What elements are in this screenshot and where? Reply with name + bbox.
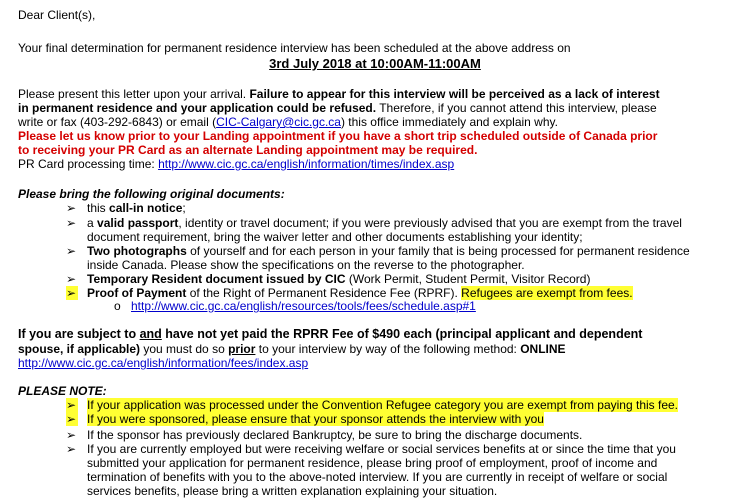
circle-bullet-icon: o <box>114 299 121 313</box>
note-welfare-2: submitted your application for permanent residence, please bring proof of employment, proof of income and <box>87 456 658 470</box>
fee-line-2 <box>18 342 566 356</box>
text-run: valid passport <box>97 216 179 230</box>
text-run: ; <box>182 201 186 215</box>
text-run: If you were sponsored, please ensure that your sponsor attends the interview with you <box>87 412 544 426</box>
text-run: this <box>87 201 110 215</box>
text-run: call-in notice <box>109 201 183 215</box>
text-run: have not yet paid the RPRR Fee of $490 each (principal applicant and dependent <box>161 327 643 341</box>
note-bankruptcy: If the sponsor has previously declared Bankruptcy, be sure to bring the discharge documents. <box>87 428 583 442</box>
text-run: you must do so <box>140 342 229 356</box>
email-link[interactable]: CIC-Calgary@cic.gc.ca <box>216 115 341 129</box>
text-run: spouse, if applicable) <box>18 342 141 356</box>
arrow-bullet-icon: ➢ <box>66 428 77 442</box>
note-welfare-4: services benefits, please bring a written explanation explaining your situation. <box>87 484 498 498</box>
text-run: If you are subject to <box>18 327 140 341</box>
refugee-exempt-highlight: Refugees are exempt from fees. <box>461 286 633 300</box>
doc-item-photographs <box>87 244 690 258</box>
text-run: of the Right of Permanent Residence Fee (RPRF). <box>186 286 462 300</box>
doc-item-photographs-cont: inside Canada. Please show the specifications on the reverse to the photographer. <box>87 258 525 272</box>
fee-link-row <box>18 356 308 370</box>
greeting: Dear Client(s), <box>18 8 96 22</box>
doc-item-passport-cont: document requirement, bring the waiver letter and other documents establishing your identity; <box>87 230 583 244</box>
arrow-bullet-icon: ➢ <box>66 272 77 286</box>
doc-item-proof-payment <box>87 286 633 300</box>
text-run: ONLINE <box>520 342 566 356</box>
text-run: , identity or travel document; if you were previously advised that you are exempt from the travel <box>178 216 682 230</box>
doc-item-call-in <box>87 201 186 215</box>
arrow-bullet-icon: ➢ <box>66 442 77 456</box>
note-heading: PLEASE NOTE: <box>18 384 107 398</box>
text-run: Temporary Resident document issued by CIC <box>87 272 346 286</box>
text-run: Please present this letter upon your arrival. <box>18 87 250 101</box>
text-run: and <box>139 327 162 341</box>
text-run: If your application was processed under the Convention Refugee category you are exempt from paying this fee. <box>87 398 679 412</box>
instructions-line-2 <box>18 101 657 115</box>
text-run: of yourself and for each person in your family that is being processed for permanent residence <box>186 244 690 258</box>
text-run: a <box>87 216 98 230</box>
red-notice-line-2: to receiving your PR Card as an alternate Landing appointment may be required. <box>18 143 478 157</box>
arrow-bullet-icon: ➢ <box>66 412 77 426</box>
arrow-bullet-icon: ➢ <box>66 398 77 412</box>
arrow-bullet-icon: ➢ <box>66 201 77 215</box>
note-welfare-1: If you are currently employed but were receiving welfare or social services benefits at or since the time that you <box>87 442 676 456</box>
text-run: to your interview by way of the following method: <box>255 342 521 356</box>
note-welfare-3: termination of benefits with you to the above-noted interview. If you are currently in receipt of welfare or social <box>87 470 668 484</box>
text-run: Therefore, if you cannot attend this interview, please <box>376 101 657 115</box>
pr-card-processing <box>18 157 454 171</box>
warning-bold: Failure to appear for this interview will be perceived as a lack of interest <box>249 87 660 101</box>
fee-line-1 <box>18 327 732 341</box>
text-run: Two photographs <box>87 244 187 258</box>
arrow-bullet-icon: ➢ <box>66 286 77 300</box>
documents-heading: Please bring the following original documents: <box>18 187 285 201</box>
arrow-bullet-icon: ➢ <box>66 216 77 230</box>
text-run: PR Card processing time: <box>18 157 159 171</box>
pr-card-link[interactable]: http://www.cic.gc.ca/english/information/times/index.asp <box>158 157 455 171</box>
text-run: prior <box>228 342 256 356</box>
doc-item-temp-resident <box>87 272 590 286</box>
fees-link[interactable]: http://www.cic.gc.ca/english/information/fees/index.asp <box>18 356 309 370</box>
intro-text: Your final determination for permanent residence interview has been scheduled at the above address on <box>18 41 571 55</box>
appointment-date: 3rd July 2018 at 10:00AM-11:00AM <box>269 56 481 71</box>
arrow-bullet-icon: ➢ <box>66 244 77 258</box>
text-run: ) this office immediately and explain why. <box>340 115 558 129</box>
fee-schedule-link[interactable]: http://www.cic.gc.ca/english/resources/tools/fees/schedule.asp#1 <box>131 299 476 313</box>
note-refugee <box>87 398 678 412</box>
warning-bold-cont: in permanent residence and your application could be refused. <box>18 101 377 115</box>
red-notice-line-1: Please let us know prior to your Landing appointment if you have a short trip scheduled outside of Canada prior <box>18 129 658 143</box>
note-sponsor <box>87 412 544 426</box>
instructions-line-3 <box>18 115 558 129</box>
text-run: write or fax (403-292-6843) or email ( <box>18 115 217 129</box>
doc-item-passport <box>87 216 682 230</box>
instructions-line-1 <box>18 87 660 101</box>
text-run: (Work Permit, Student Permit, Visitor Record) <box>345 272 591 286</box>
fee-schedule-link-row <box>131 299 476 313</box>
text-run: Proof of Payment <box>87 286 187 300</box>
